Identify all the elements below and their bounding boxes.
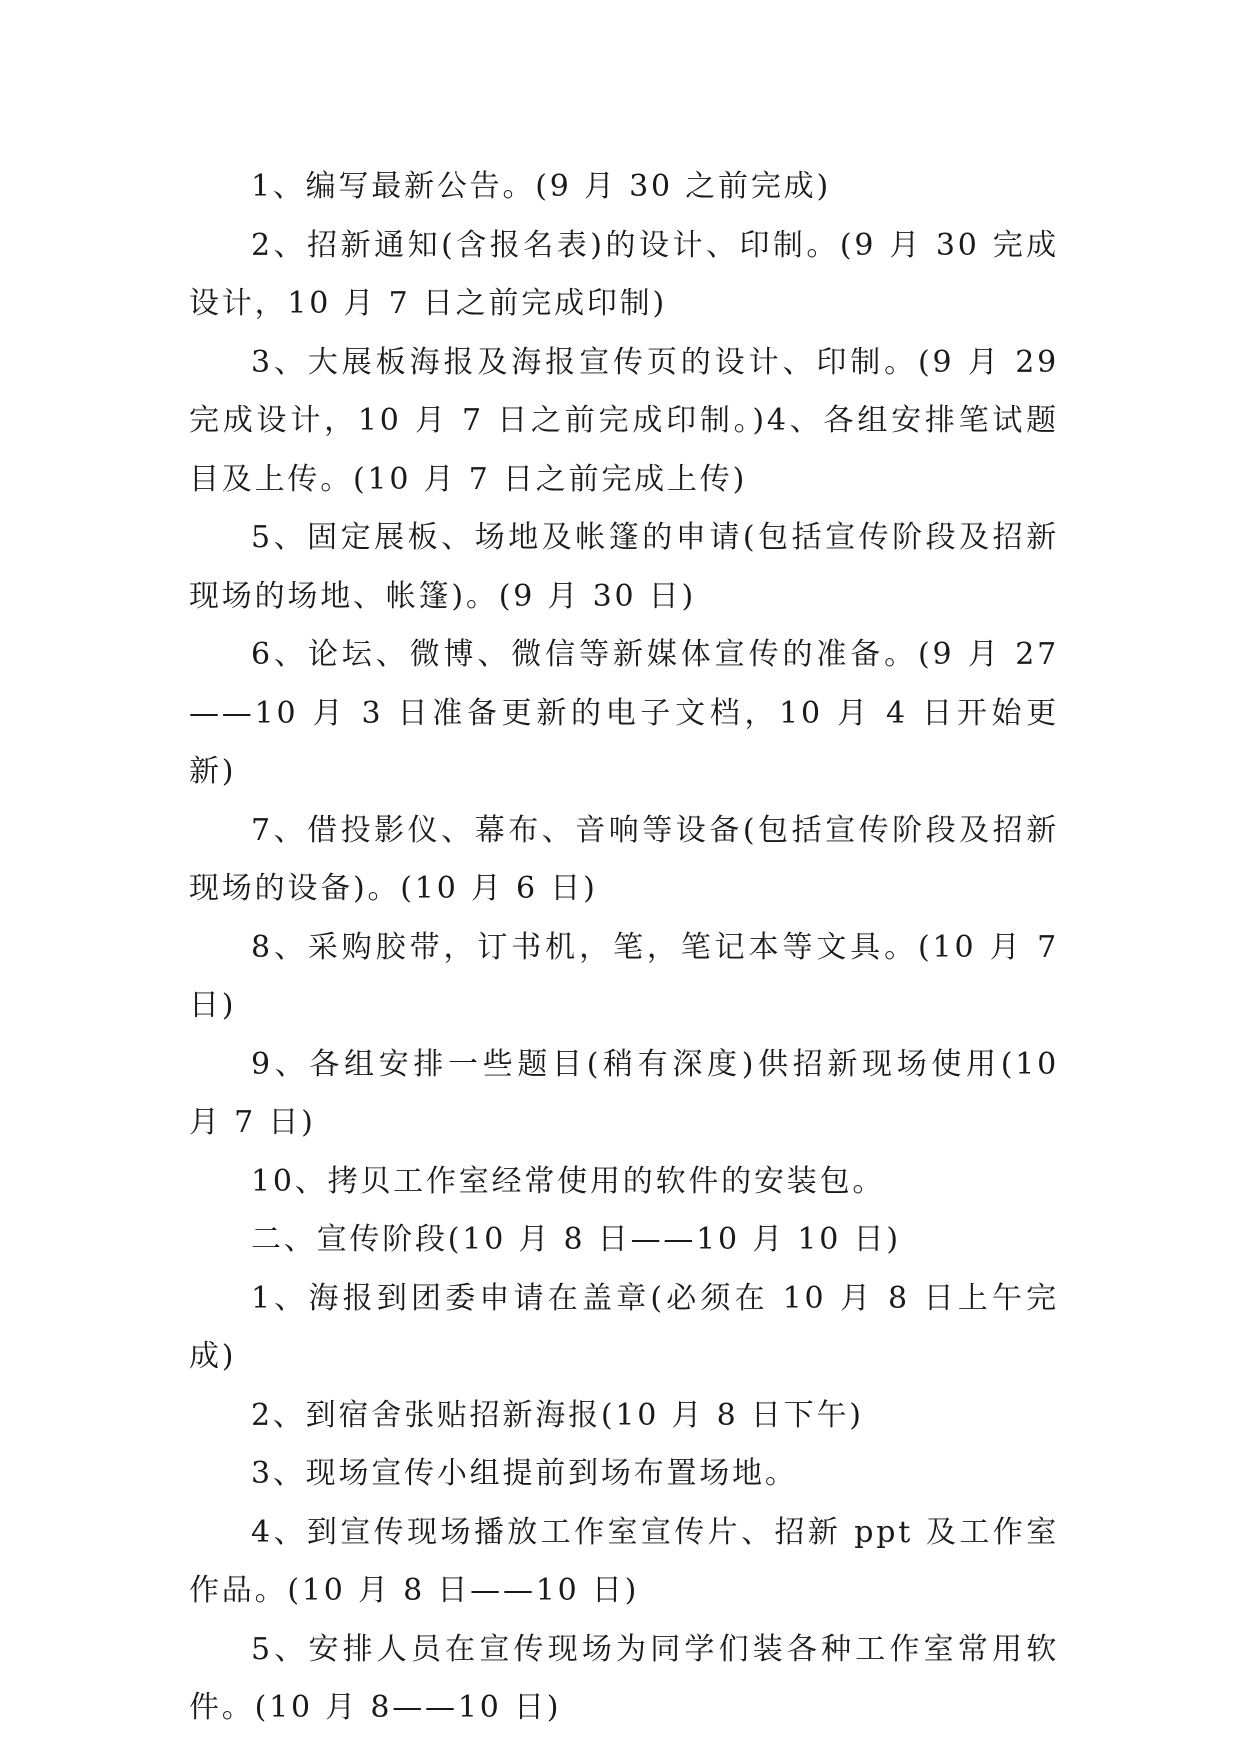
paragraph-6: 7、借投影仪、幕布、音响等设备(包括宣传阶段及招新现场的设备)。(10 月 6 日) <box>189 812 1059 906</box>
paragraph-8: 9、各组安排一些题目(稍有深度)供招新现场使用(10 月 7 日) <box>189 1046 1059 1140</box>
paragraph-13: 4、到宣传现场播放工作室宣传片、招新 ppt 及工作室作品。(10 月 8 日——10 日) <box>189 1514 1059 1608</box>
paragraph-12: 3、现场宣传小组提前到场布置场地。 <box>251 1456 798 1491</box>
paragraph-1: 1、编写最新公告。(9 月 30 之前完成) <box>251 169 831 204</box>
paragraph-7: 8、采购胶带，订书机，笔，笔记本等文具。(10 月 7 日) <box>189 929 1059 1023</box>
section-heading: 二、宣传阶段(10 月 8 日——10 月 10 日) <box>251 1222 901 1257</box>
paragraph-3: 3、大展板海报及海报宣传页的设计、印制。(9 月 29 完成设计，10 月 7 日之前完成印制。)4、各组安排笔试题目及上传。(10 月 7 日之前完成上传) <box>189 344 1059 497</box>
document-body <box>189 158 1059 1738</box>
paragraph-2: 2、招新通知(含报名表)的设计、印制。(9 月 30 完成设计，10 月 7 日之前完成印制) <box>189 227 1059 321</box>
paragraph-14: 5、安排人员在宣传现场为同学们装各种工作室常用软件。(10 月 8——10 日) <box>189 1631 1059 1725</box>
paragraph-4: 5、固定展板、场地及帐篷的申请(包括宣传阶段及招新现场的场地、帐篷)。(9 月 30 日) <box>189 520 1059 614</box>
paragraph-10: 1、海报到团委申请在盖章(必须在 10 月 8 日上午完成) <box>189 1280 1059 1374</box>
paragraph-5: 6、论坛、微博、微信等新媒体宣传的准备。(9 月 27——10 月 3 日准备更新的电子文档，10 月 4 日开始更新) <box>189 637 1059 789</box>
paragraph-11: 2、到宿舍张贴招新海报(10 月 8 日下午) <box>251 1397 864 1433</box>
paragraph-9: 10、拷贝工作室经常使用的软件的安装包。 <box>251 1163 886 1199</box>
